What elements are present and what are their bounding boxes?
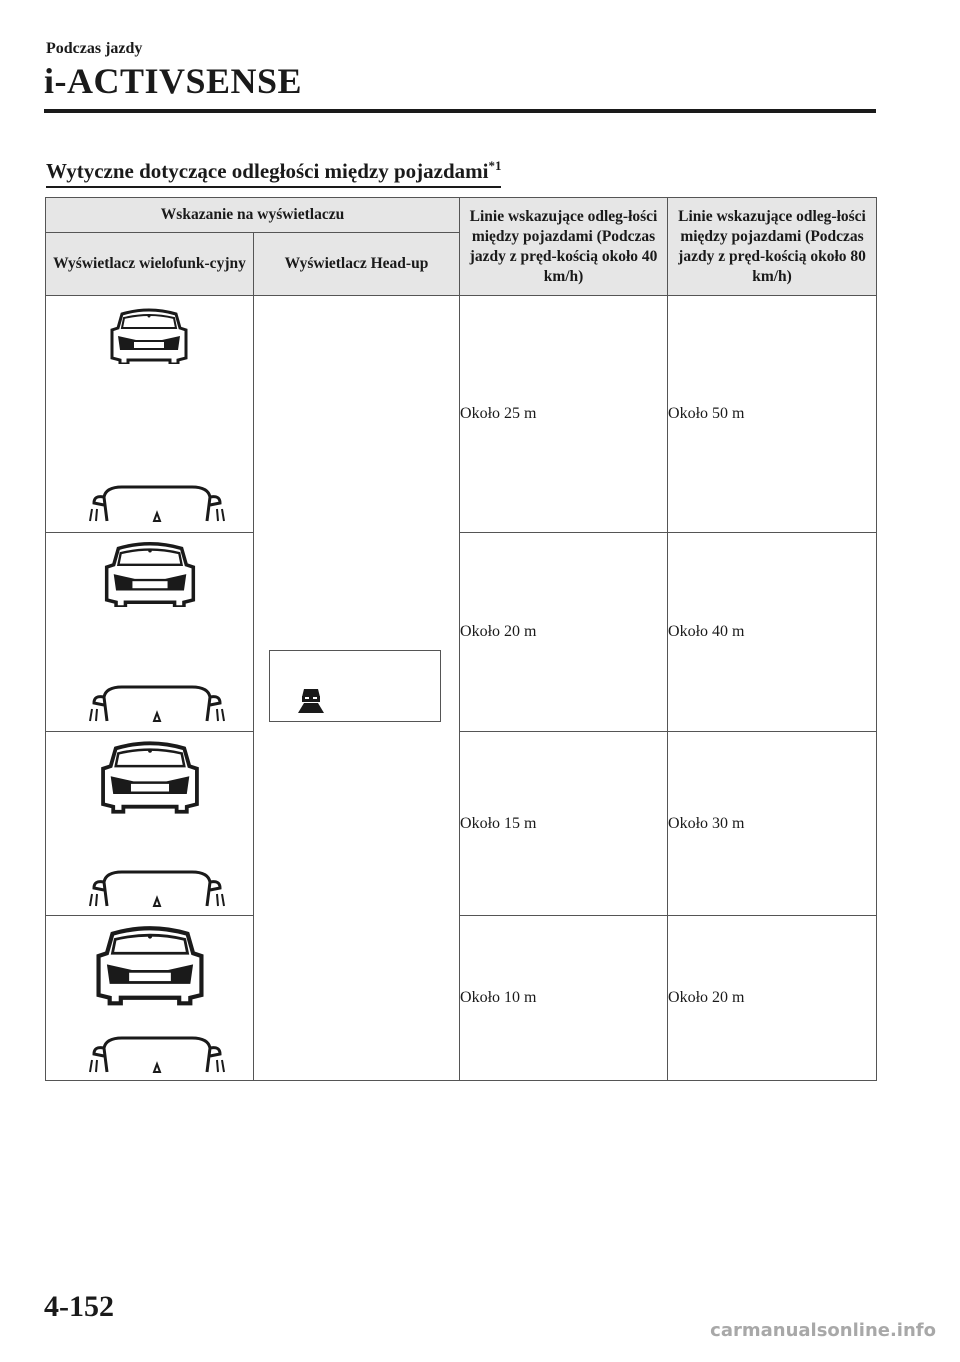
hud-display-box bbox=[269, 650, 441, 722]
page-number: 4-152 bbox=[44, 1290, 114, 1323]
table-title: Wytyczne dotyczące odległości między pojazdami bbox=[46, 159, 489, 183]
table-row bbox=[46, 916, 877, 1081]
table-row bbox=[46, 732, 877, 916]
table-row bbox=[46, 533, 877, 732]
hud-vehicle-icon bbox=[298, 687, 324, 713]
distance-guide-table bbox=[45, 197, 877, 1081]
table-heading bbox=[46, 158, 501, 188]
mfd-illustration bbox=[46, 296, 254, 533]
section-label: Podczas jazdy bbox=[46, 40, 143, 57]
header-display: Wskazanie na wyświetlaczu bbox=[46, 198, 460, 233]
distance-40kmh: Około 25 m bbox=[460, 296, 668, 533]
header-mfd: Wyświetlacz wielofunk-cyjny bbox=[46, 233, 254, 296]
watermark: carmanualsonline.info bbox=[710, 1320, 936, 1341]
header-40kmh: Linie wskazujące odleg-łości między pojazdami (Podczas jazdy z pręd-kością około 40 km/h) bbox=[460, 198, 668, 296]
distance-80kmh: Około 40 m bbox=[668, 533, 877, 732]
hud-column bbox=[254, 296, 460, 1081]
preceding-car-icon bbox=[108, 306, 190, 364]
mfd-illustration bbox=[46, 533, 254, 732]
table-row bbox=[46, 296, 877, 533]
distance-40kmh: Około 15 m bbox=[460, 732, 668, 916]
distance-80kmh: Około 20 m bbox=[668, 916, 877, 1081]
preceding-car-icon bbox=[93, 920, 207, 1006]
header-80kmh: Linie wskazujące odleg-łości między pojazdami (Podczas jazdy z pręd-kością około 80 km/h) bbox=[668, 198, 877, 296]
header-hud: Wyświetlacz Head-up bbox=[254, 233, 460, 296]
footnote-ref: *1 bbox=[488, 158, 502, 173]
own-car-hood-icon bbox=[82, 868, 232, 908]
own-car-hood-icon bbox=[82, 483, 232, 523]
mfd-illustration bbox=[46, 732, 254, 916]
own-car-hood-icon bbox=[82, 1034, 232, 1074]
preceding-car-icon bbox=[102, 539, 198, 607]
header-rule bbox=[44, 109, 876, 113]
distance-80kmh: Około 50 m bbox=[668, 296, 877, 533]
chapter-title: i-ACTIVSENSE bbox=[44, 61, 303, 101]
distance-80kmh: Około 30 m bbox=[668, 732, 877, 916]
distance-40kmh: Około 10 m bbox=[460, 916, 668, 1081]
mfd-illustration bbox=[46, 916, 254, 1081]
own-car-hood-icon bbox=[82, 683, 232, 723]
preceding-car-icon bbox=[98, 736, 202, 814]
distance-40kmh: Około 20 m bbox=[460, 533, 668, 732]
